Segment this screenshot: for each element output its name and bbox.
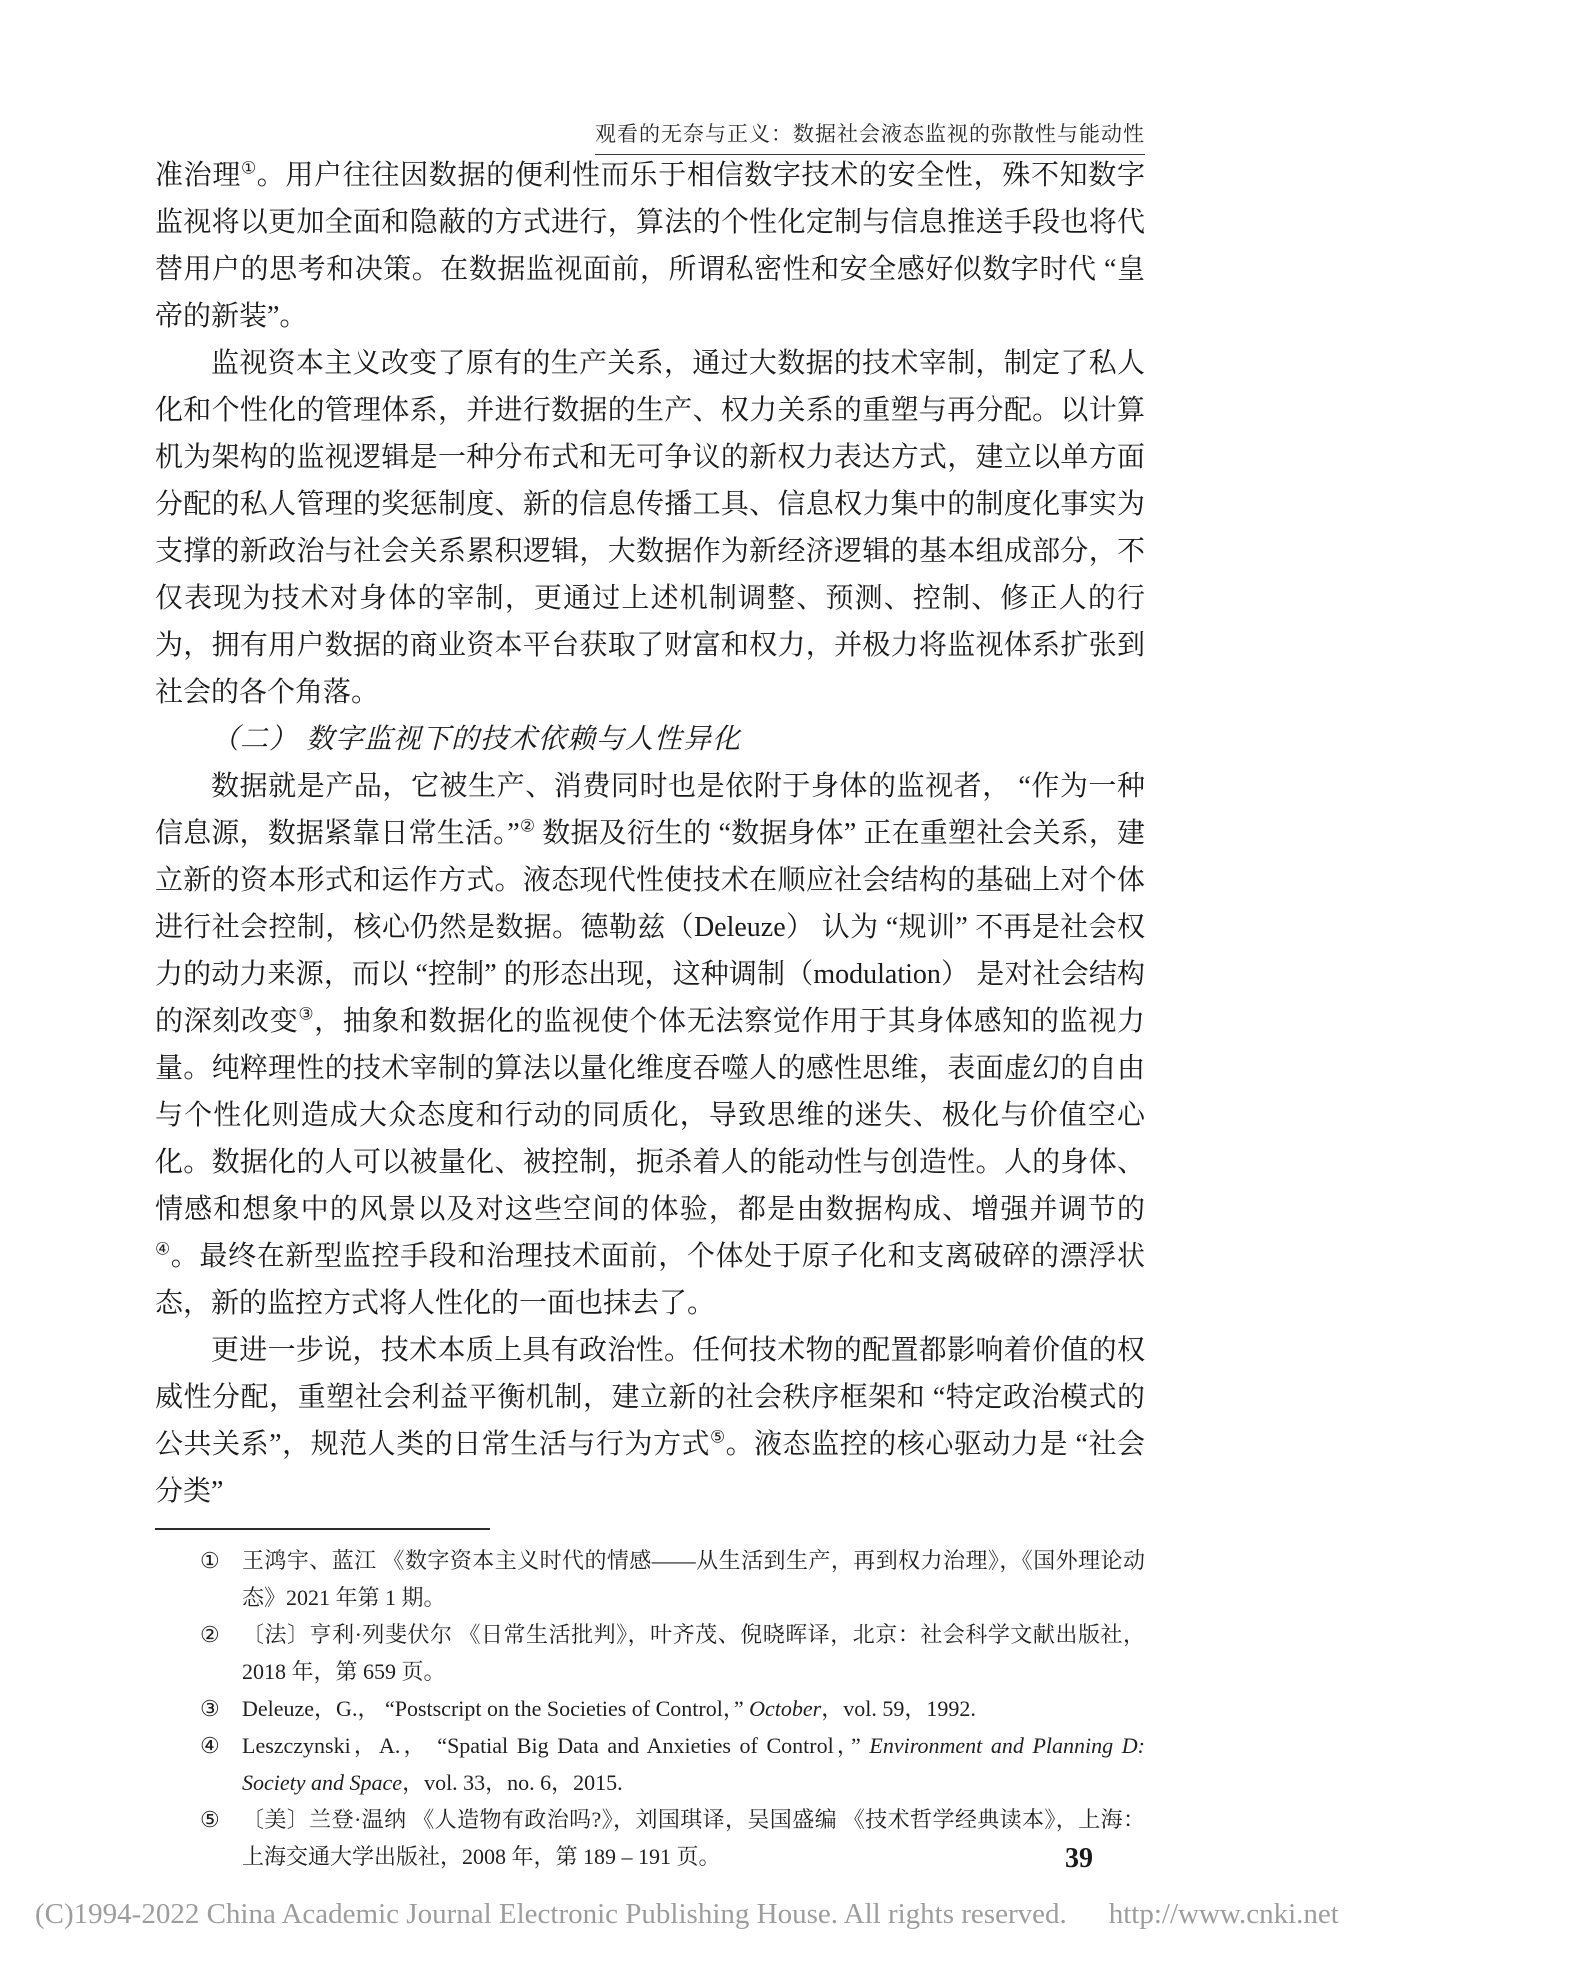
- paragraph-4-text: 更进一步说，技术本质上具有政治性。任何技术物的配置都影响着价值的权威性分配，重塑社会利益平衡机制，建立新的社会秩序框架和 “特定政治模式的公共关系”，规范人类的日常生活与行为方式: [155, 1335, 1145, 1460]
- paragraph-4-text: 。液态监控的核心驱动力是 “社会分类”: [155, 1429, 1145, 1507]
- footnote-marker-1: ①: [241, 158, 257, 178]
- footnote-2: [155, 1616, 1145, 1690]
- copyright-text: (C)1994-2022 China Academic Journal Electronic Publishing House. All rights reserved.: [35, 1898, 1067, 1930]
- footnote-1: [155, 1542, 1145, 1616]
- footnote-3-number: ③: [200, 1696, 220, 1721]
- footnote-4-citation: Leszczynski，A.， “Spatial Big Data and Anxieties of Control，”: [242, 1733, 870, 1758]
- footnote-3-citation: Deleuze，G.， “Postscript on the Societies of Control，”: [242, 1696, 750, 1721]
- footnote-marker-2: ②: [519, 816, 536, 836]
- footnote-5-number: ⑤: [200, 1807, 220, 1832]
- footnote-2-text: 〔法〕亨利·列斐伏尔 《日常生活批判》，叶齐茂、倪晓晖译，北京：社会科学文献出版社，2018 年，第 659 页。: [242, 1622, 1145, 1684]
- section-heading: （二） 数字监视下的技术依赖与人性异化: [211, 724, 742, 755]
- paragraph-2: 监视资本主义改变了原有的生产关系，通过大数据的技术宰制，制定了私人化和个性化的管理体系，并进行数据的生产、权力关系的重塑与再分配。以计算机为架构的监视逻辑是一种分布式和无可争议的新权力表达方式，建立以单方面分配的私人管理的奖惩制度、新的信息传播工具、信息权力集中的制度化事实为支撑的新政治与社会关系累积逻辑，大数据作为新经济逻辑的基本组成部分，不仅表现为技术对身体的宰制，更通过上述机制调整、预测、控制、修正人的行为，拥有用户数据的商业资本平台获取了财富和权力，并极力将监视体系扩张到社会的各个角落。: [155, 348, 1145, 708]
- footnote-4: [155, 1727, 1145, 1801]
- footnote-4-citation: ，vol. 33，no. 6，2015.: [402, 1770, 623, 1795]
- footer-url: http://www.cnki.net: [1108, 1898, 1339, 1930]
- footnote-1-text: 王鸿宇、蓝江 《数字资本主义时代的情感——从生活到生产，再到权力治理》，《国外理论动态》2021 年第 1 期。: [242, 1548, 1145, 1610]
- paragraph-1: [155, 152, 1145, 340]
- footnote-separator-rule: [155, 1528, 490, 1530]
- paragraph-3-text: ，抽象和数据化的监视使个体无法察觉作用于其身体感知的监视力量。纯粹理性的技术宰制的算法以量化维度吞噬人的感性思维，表面虚幻的自由与个性化则造成大众态度和行动的同质化，导致思维的迷失、极化与价值空心化。数据化的人可以被量化、被控制，扼杀着人的能动性与创造性。人的身体、情感和想象中的风景以及对这些空间的体验，都是由数据构成、增强并调节的: [155, 1006, 1145, 1225]
- footnote-3: [155, 1690, 1145, 1727]
- page-number: 39: [1065, 1843, 1093, 1874]
- footnote-3-journal: October: [749, 1696, 822, 1721]
- footnote-4-text: [242, 1727, 1145, 1801]
- paragraph-1-text: 。用户往往因数据的便利性而乐于相信数字技术的安全性，殊不知数字监视将以更加全面和隐蔽的方式进行，算法的个性化定制与信息推送手段也将代替用户的思考和决策。在数据监视面前，所谓私密性和安全感好似数字时代 “皇帝的新装”。: [155, 160, 1145, 332]
- footnote-marker-3: ③: [298, 1004, 315, 1024]
- footnote-3-text: [242, 1690, 1145, 1727]
- running-header-title: 观看的无奈与正义：数据社会液态监视的弥散性与能动性: [595, 118, 1145, 155]
- footnote-2-number: ②: [200, 1622, 220, 1647]
- paragraph-3: [155, 763, 1145, 1327]
- paragraph-3-text: 数据就是产品，它被生产、消费同时也是依附于身体的监视者， “作为一种信息源，数据紧靠日常生活。”: [155, 771, 1145, 849]
- paragraph-3-text: 数据及衍生的 “数据身体” 正在重塑社会关系，建立新的资本形式和运作方式。液态现代性使技术在顺应社会结构的基础上对个体进行社会控制，核心仍然是数据。德勒兹（Deleuze） 认为 “规训” 不再是社会权力的动力来源，而以 “控制” 的形态出现，这种调制（modulation） 是对社会结构的深刻改变: [155, 818, 1146, 1037]
- footnote-1-number: ①: [200, 1548, 220, 1573]
- footnote-4-number: ④: [200, 1733, 220, 1758]
- paragraph-1-text: 准治理: [155, 160, 242, 191]
- footnote-marker-4: ④: [155, 1239, 171, 1259]
- paragraph-3-text: 。最终在新型监控手段和治理技术面前，个体处于原子化和支离破碎的漂浮状态，新的监控方式将人性化的一面也抹去了。: [155, 1241, 1145, 1319]
- footnote-5-text: 〔美〕兰登·温纳 《人造物有政治吗?》，刘国琪译，吴国盛编 《技术哲学经典读本》，上海：上海交通大学出版社，2008 年，第 189 – 191 页。: [242, 1807, 1145, 1869]
- page-footer: [35, 1898, 1555, 1931]
- running-header: [155, 118, 1145, 155]
- footnote-marker-5: ⑤: [710, 1427, 726, 1447]
- paragraph-4: [155, 1327, 1145, 1515]
- footnote-4-journal: Environment and Planning D: Society and Space: [242, 1733, 1146, 1795]
- footnote-3-citation: ，vol. 59，1992.: [821, 1696, 976, 1721]
- footnotes-section: [155, 1528, 1145, 1875]
- article-body: [155, 152, 1145, 1515]
